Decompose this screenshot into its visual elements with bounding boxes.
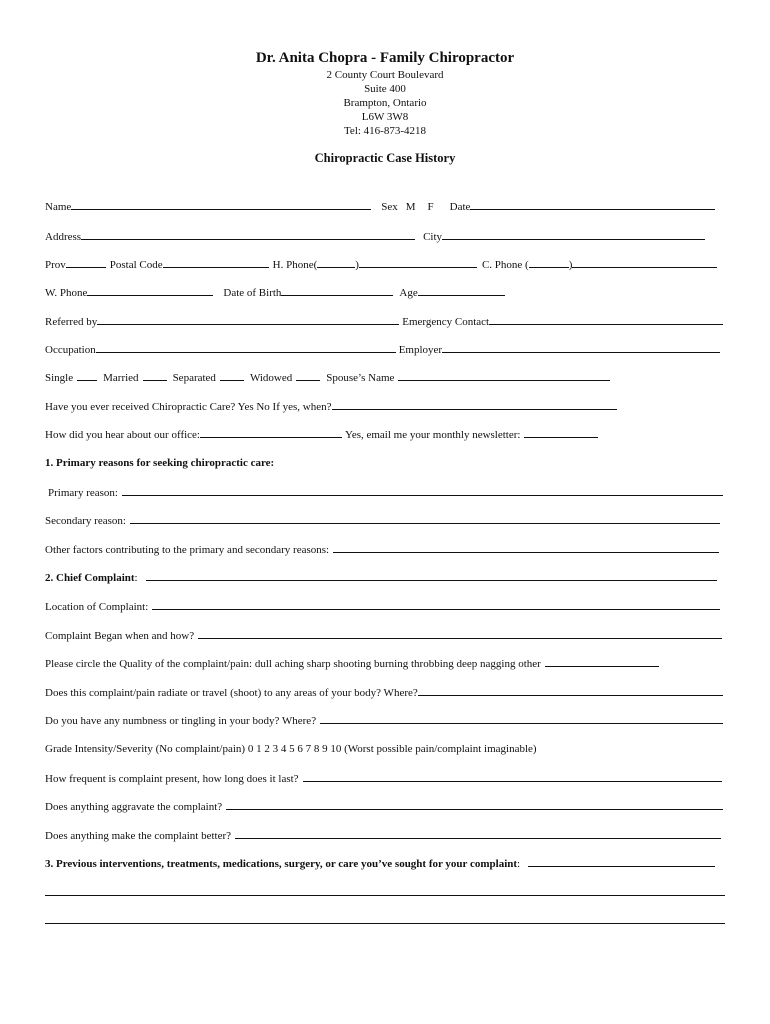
radiate-field[interactable] — [418, 684, 723, 696]
widowed-field[interactable] — [296, 369, 320, 381]
single-field[interactable] — [77, 369, 97, 381]
widowed-label: Widowed — [249, 372, 293, 384]
row-quality — [45, 655, 659, 671]
chief-complaint-field[interactable] — [146, 569, 717, 581]
date-label: Date — [449, 201, 471, 213]
row-secondary-reason — [45, 512, 720, 528]
interventions-line-2[interactable] — [45, 912, 725, 924]
complaint-began-label: Complaint Began when and how? — [45, 630, 195, 642]
home-phone-field[interactable] — [359, 256, 477, 268]
newsletter-field[interactable] — [524, 426, 598, 438]
separated-field[interactable] — [220, 369, 244, 381]
quality-label: Please circle the Quality of the complaint/pain: dull aching sharp shooting burning throbbing deep nagging other — [45, 658, 541, 670]
referred-by-label: Referred by — [45, 316, 98, 328]
location-label: Location of Complaint: — [45, 601, 149, 613]
form-title: Chiropractic Case History — [314, 151, 456, 165]
row-occupation — [45, 341, 720, 357]
row-name — [45, 198, 715, 214]
married-field[interactable] — [143, 369, 167, 381]
frequency-field[interactable] — [303, 770, 722, 782]
practice-title: Dr. Anita Chopra - Family Chiropractor — [255, 50, 515, 66]
complaint-began-field[interactable] — [198, 627, 722, 639]
prior-care-field[interactable] — [332, 398, 618, 410]
city-label: City — [423, 231, 443, 243]
better-label: Does anything make the complaint better? — [45, 830, 232, 842]
sex-f-option[interactable]: F — [427, 201, 434, 213]
row-radiate — [45, 684, 723, 700]
occupation-label: Occupation — [45, 344, 96, 356]
row-better — [45, 827, 721, 843]
separated-label: Separated — [172, 372, 216, 384]
city-field[interactable] — [442, 228, 705, 240]
address-line-2: Suite 400 — [364, 83, 406, 95]
work-phone-label: W. Phone — [45, 287, 88, 299]
interventions-field[interactable] — [528, 855, 715, 867]
aggravate-field[interactable] — [226, 798, 723, 810]
postal-code-field[interactable] — [163, 256, 269, 268]
address-field[interactable] — [81, 228, 415, 240]
row-referral-source — [45, 426, 598, 442]
other-factors-label: Other factors contributing to the primary and secondary reasons: — [45, 544, 330, 556]
row-prior-care — [45, 398, 617, 414]
section-1-heading — [45, 455, 725, 471]
primary-reason-field[interactable] — [122, 484, 723, 496]
cell-phone-area-field[interactable] — [529, 256, 569, 268]
intensity-scale[interactable]: Grade Intensity/Severity (No complaint/pain) 0 1 2 3 4 5 6 7 8 9 10 (Worst possible pain/complaint imaginable) — [45, 743, 537, 755]
section-1-title: 1. Primary reasons for seeking chiropractic care: — [45, 457, 275, 469]
row-marital-status — [45, 369, 610, 385]
quality-other-field[interactable] — [545, 655, 659, 667]
work-phone-field[interactable] — [87, 284, 213, 296]
spouse-name-label: Spouse’s Name — [326, 372, 395, 384]
married-label: Married — [103, 372, 139, 384]
row-numbness — [45, 712, 723, 728]
row-complaint-began — [45, 627, 722, 643]
location-field[interactable] — [152, 598, 720, 610]
radiate-label: Does this complaint/pain radiate or travel (shoot) to any areas of your body? Where? — [45, 687, 418, 699]
address-line-3: Brampton, Ontario — [343, 97, 427, 109]
section-3-title: 3. Previous interventions, treatments, medications, surgery, or care you’ve sought for your complaint — [45, 858, 518, 870]
prior-care-label: Have you ever received Chiropractic Care? Yes No If yes, when? — [45, 401, 332, 413]
row-interventions-line-1 — [45, 884, 725, 900]
row-primary-reason — [48, 484, 723, 500]
row-address — [45, 228, 705, 244]
dob-label: Date of Birth — [223, 287, 282, 299]
spouse-name-field[interactable] — [398, 369, 610, 381]
row-referral — [45, 313, 723, 329]
postal-code-label: Postal Code — [109, 259, 163, 271]
address-line-1: 2 County Court Boulevard — [326, 69, 444, 81]
prov-field[interactable] — [66, 256, 106, 268]
home-phone-label: H. Phone( — [272, 259, 318, 271]
age-field[interactable] — [418, 284, 505, 296]
secondary-reason-label: Secondary reason: — [45, 515, 126, 527]
emergency-contact-field[interactable] — [489, 313, 723, 325]
row-frequency — [45, 770, 722, 786]
sex-m-option[interactable]: M — [405, 201, 416, 213]
employer-field[interactable] — [442, 341, 720, 353]
address-label: Address — [45, 231, 82, 243]
heard-about-field[interactable] — [200, 426, 342, 438]
phone-line: Tel: 416-873-4218 — [343, 125, 427, 137]
row-chief-complaint: 2. Chief Complaint : — [45, 569, 717, 585]
interventions-line-1[interactable] — [45, 884, 725, 896]
date-field[interactable] — [470, 198, 715, 210]
sex-label: Sex — [381, 201, 398, 213]
newsletter-label: Yes, email me your monthly newsletter: — [344, 429, 521, 441]
heard-about-label: How did you hear about our office: — [45, 429, 200, 441]
section-2-title: 2. Chief Complaint — [45, 572, 135, 584]
occupation-field[interactable] — [96, 341, 396, 353]
age-label: Age — [399, 287, 418, 299]
row-interventions-line-2 — [45, 912, 725, 928]
row-aggravate — [45, 798, 723, 814]
numbness-field[interactable] — [320, 712, 723, 724]
aggravate-label: Does anything aggravate the complaint? — [45, 801, 223, 813]
prov-label: Prov — [45, 259, 66, 271]
secondary-reason-field[interactable] — [130, 512, 720, 524]
numbness-label: Do you have any numbness or tingling in your body? Where? — [45, 715, 317, 727]
name-label: Name — [45, 201, 72, 213]
single-label: Single — [45, 372, 74, 384]
dob-field[interactable] — [281, 284, 393, 296]
referred-by-field[interactable] — [97, 313, 399, 325]
letterhead — [0, 48, 770, 138]
row-other-factors — [45, 541, 719, 557]
primary-reason-label: Primary reason: — [48, 487, 118, 499]
cell-phone-label: C. Phone ( — [481, 259, 529, 271]
address-line-4: L6W 3W8 — [361, 111, 409, 123]
name-field[interactable] — [71, 198, 371, 210]
row-work-phone-dob — [45, 284, 505, 300]
other-factors-field[interactable] — [333, 541, 719, 553]
cell-phone-field[interactable] — [572, 256, 717, 268]
row-province-phones: Prov Postal Code H. Phone( ) C. Phone ( ) — [45, 256, 717, 272]
row-location — [45, 598, 720, 614]
home-phone-area-field[interactable] — [317, 256, 355, 268]
emergency-contact-label: Emergency Contact — [402, 316, 490, 328]
employer-label: Employer — [398, 344, 443, 356]
row-intensity — [45, 741, 725, 757]
frequency-label: How frequent is complaint present, how long does it last? — [45, 773, 299, 785]
better-field[interactable] — [235, 827, 721, 839]
row-section-3: 3. Previous interventions, treatments, medications, surgery, or care you’ve sought for your complaint : — [45, 855, 715, 871]
